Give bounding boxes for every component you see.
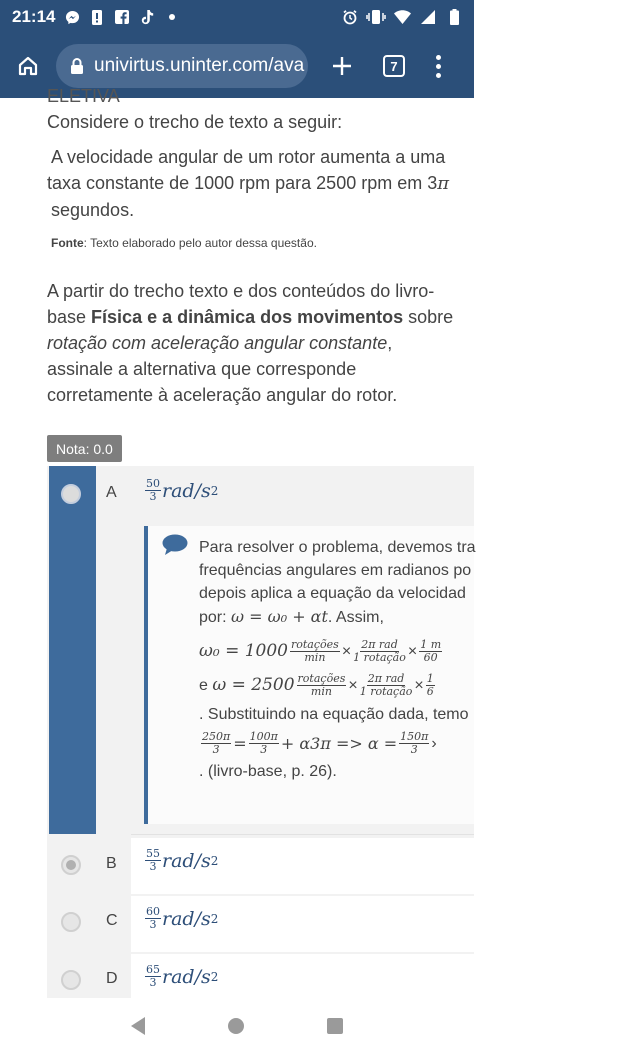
address-bar[interactable]	[56, 44, 308, 88]
tiktok-icon	[139, 9, 155, 25]
status-time: 21:14	[12, 7, 56, 26]
option-letter: C	[106, 912, 118, 929]
feedback-text: Para resolver o problema, devemos tra frequências angulares em radianos po depois aplica a equação da velocidad por: ω = ω₀ + αt. Assim, ω₀ = 1000 $\frac{\text{rotações}}{\min}$ × $\frac{\text{2π rad}}{\text{1 rotação}}$ × $\frac{1 m}{60}$ e ω = 2500 $\frac{\text{rotações}}{\min}$ × $\frac{\text{2π rad}}{\text{1 rotação}}$ × $\frac{1}{6}$ . Substituindo na equação dada, temo $\frac{250\pi}{3}$ = $\frac{100\pi}{3}$ + α3π => α = $\frac{150\pi}{3}$ › . (livro-base, p. 26).	[199, 539, 476, 780]
menu-dot-icon	[436, 55, 441, 60]
notification-icon	[89, 9, 105, 25]
section-header: ELETIVA	[47, 86, 120, 106]
plus-icon	[332, 56, 352, 76]
tab-count: 7	[383, 55, 405, 77]
option-c[interactable]	[47, 896, 474, 952]
radio-button[interactable]	[61, 484, 81, 504]
speech-bubble-icon	[162, 534, 188, 556]
alarm-icon	[342, 9, 358, 25]
home-icon	[17, 55, 39, 77]
page-content	[0, 86, 476, 998]
question-intro: Considere o trecho de texto a seguir:	[47, 112, 343, 132]
vibrate-icon	[368, 9, 384, 25]
menu-dot-icon	[436, 73, 441, 78]
quote-line: A velocidade angular de um rotor aumenta a uma	[51, 147, 446, 167]
source-note: Fonte: Texto elaborado pelo autor dessa questão.	[51, 236, 317, 250]
pi-symbol: π	[437, 173, 450, 194]
option-value: $\frac{55}{3}$ rad/s 2	[146, 847, 219, 873]
lock-icon	[70, 57, 84, 75]
facebook-icon	[114, 9, 130, 25]
battery-icon	[446, 9, 462, 25]
system-navigation-bar	[0, 998, 474, 1053]
option-value: $\frac{50}{3}$ rad/s 2	[146, 477, 219, 503]
radio-button[interactable]	[61, 912, 81, 932]
back-icon[interactable]	[131, 1017, 145, 1035]
status-bar	[0, 0, 474, 34]
new-tab-button[interactable]	[314, 34, 370, 98]
quote-line: segundos.	[51, 200, 135, 220]
option-value: $\frac{60}{3}$ rad/s 2	[146, 905, 219, 931]
grade-badge: Nota: 0.0	[47, 435, 122, 462]
quote-line: taxa constante de 1000 rpm para 2500 rpm em 3π	[47, 173, 450, 194]
option-letter: A	[106, 484, 117, 501]
url-text: univirtus.uninter.com/ava	[94, 55, 305, 76]
option-letter: D	[106, 970, 118, 987]
quoted-text	[47, 144, 462, 223]
answer-options	[47, 466, 474, 1006]
radio-button[interactable]	[61, 970, 81, 990]
option-b[interactable]	[47, 838, 474, 894]
divider	[131, 834, 474, 835]
feedback-box	[144, 526, 474, 824]
option-letter: B	[106, 855, 117, 872]
wifi-icon	[394, 9, 410, 25]
messenger-icon	[64, 9, 80, 25]
option-value: $\frac{65}{3}$ rad/s 2	[146, 963, 219, 989]
option-a[interactable]	[47, 466, 474, 522]
tab-switcher-button[interactable]	[370, 34, 418, 98]
recent-apps-icon[interactable]	[327, 1018, 343, 1034]
more-menu-button[interactable]	[418, 34, 458, 98]
menu-dot-icon	[436, 64, 441, 69]
home-circle-icon[interactable]	[228, 1018, 244, 1034]
dot-icon	[164, 9, 180, 25]
radio-button[interactable]	[61, 855, 81, 875]
question-text: A partir do trecho texto e dos conteúdos do livro-base Física e a dinâmica dos movimentos sobre rotação com aceleração angular constante, assinale a alternativa que corresponde corretamente à aceleração angular do rotor.	[47, 281, 454, 405]
signal-icon	[420, 9, 436, 25]
